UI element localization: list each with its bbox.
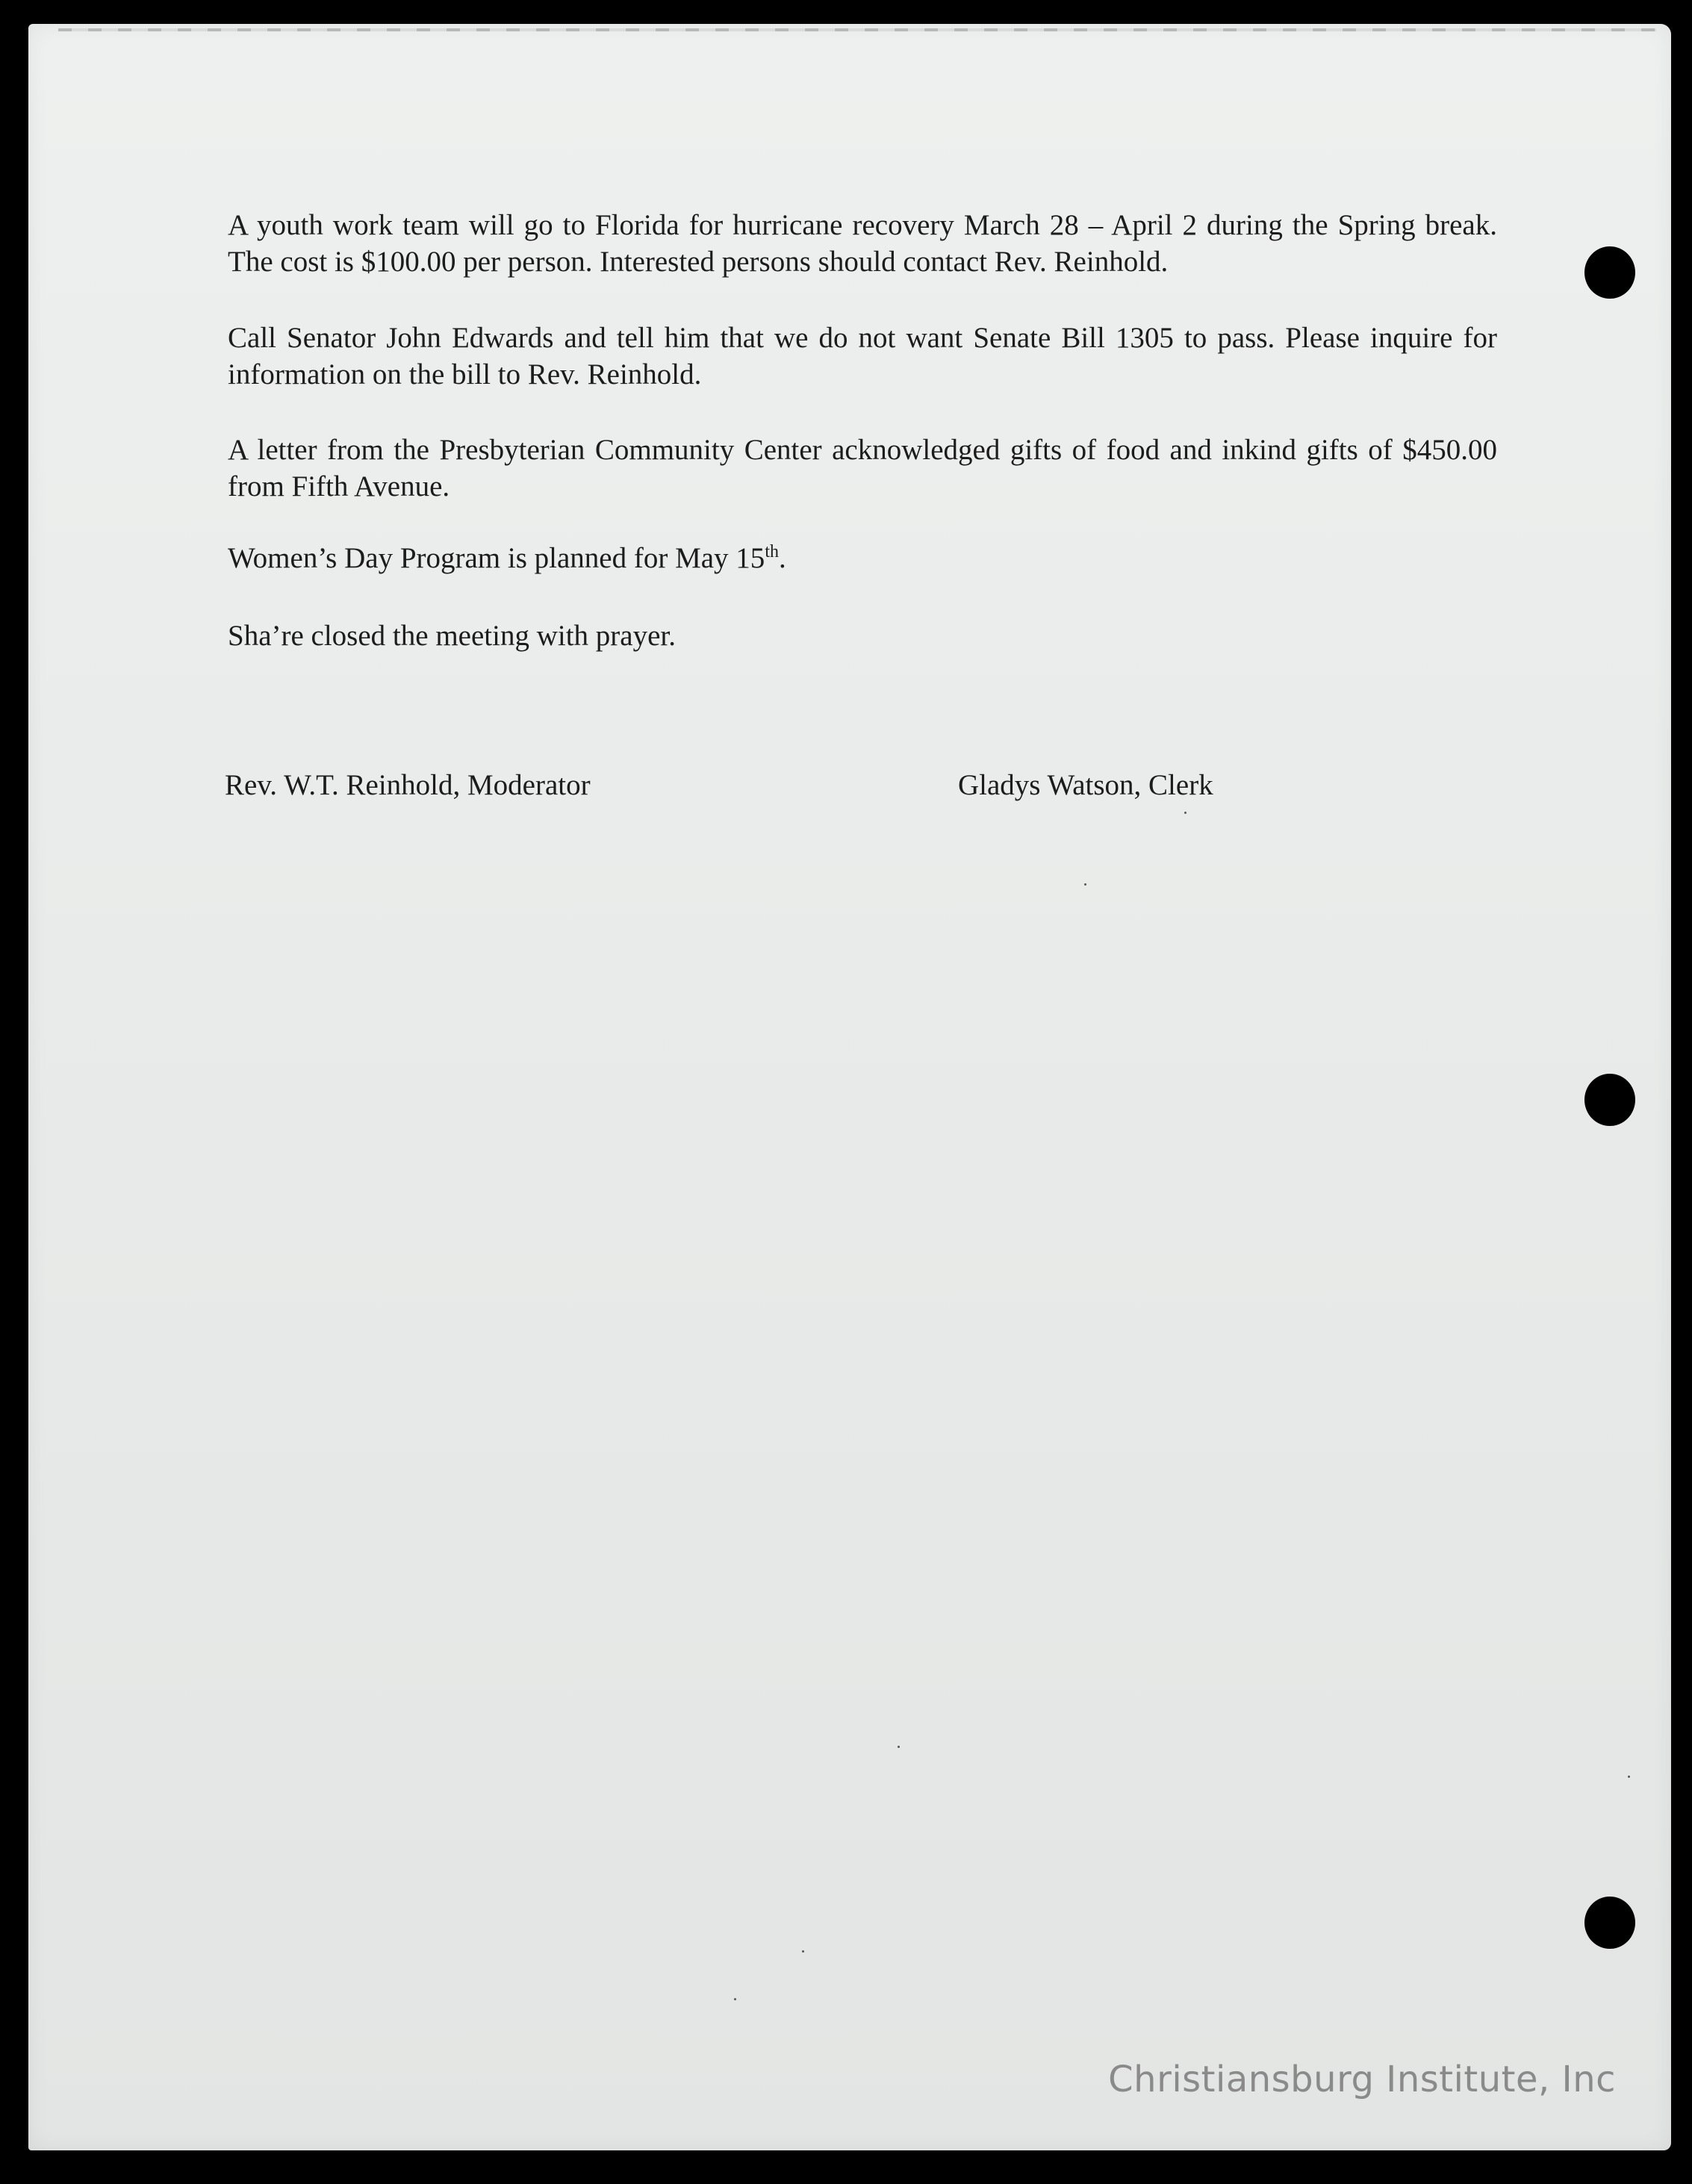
paper-top-edge [58,28,1656,31]
signature-moderator: Rev. W.T. Reinhold, Moderator [225,769,591,801]
paragraph-community-center-letter: A letter from the Presbyterian Community Center acknowledged gifts of food and inkind gifts of $450.00 from Fifth Avenue. [228,434,1497,503]
paragraph-womens-day [228,540,1497,576]
paper-speck [734,1998,736,2000]
womens-day-period: . [778,542,786,574]
paper-speck [898,1746,900,1748]
womens-day-text: Women’s Day Program is planned for May 15 [228,542,765,574]
punch-hole-top [1584,246,1635,299]
paragraph-youth-work-team: A youth work team will go to Florida for hurricane recovery March 28 – April 2 during the Spring break. The cost is $100.00 per person. Interested persons should contact Rev. Reinhold. [228,209,1497,278]
womens-day-superscript: th [765,542,779,561]
paragraph-closing-prayer: Sha’re closed the meeting with prayer. [228,620,676,652]
punch-hole-middle [1584,1074,1635,1126]
paragraph-senate-bill: Call Senator John Edwards and tell him that we do not want Senate Bill 1305 to pass. Please inquire for information on the bill to Rev. Reinhold. [228,322,1497,391]
punch-hole-bottom [1584,1897,1635,1949]
paper-speck [802,1950,804,1953]
paper-speck [1628,1776,1630,1778]
paper-speck [1084,883,1086,886]
watermark: Christiansburg Institute, Inc [1108,2059,1616,2100]
signature-clerk: Gladys Watson, Clerk [958,769,1213,801]
paper-speck [1184,812,1186,814]
